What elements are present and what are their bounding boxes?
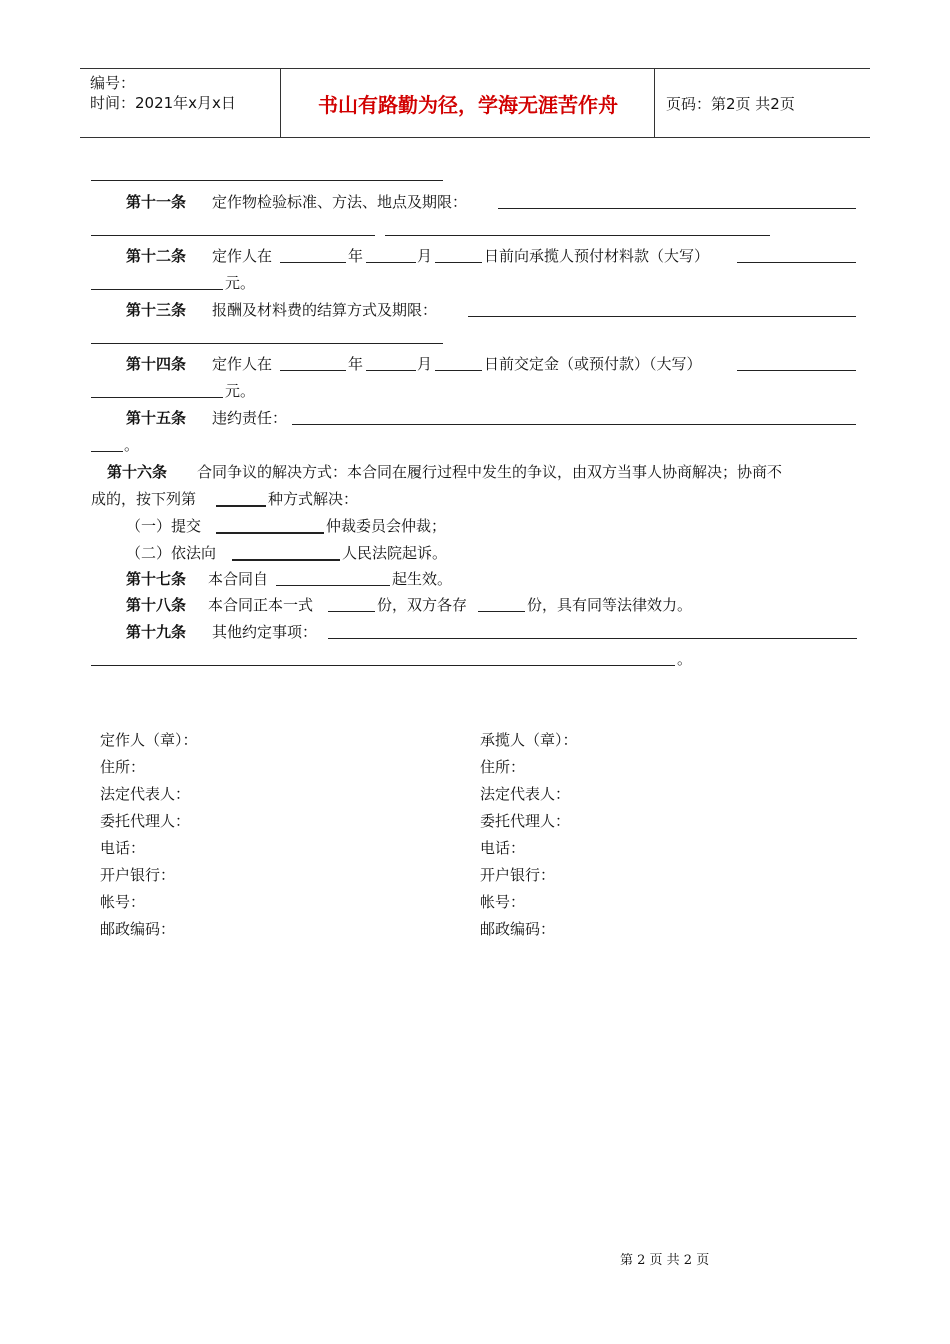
article-18-number: 第十八条 — [126, 596, 187, 614]
article-15-end: 。 — [124, 436, 140, 454]
sig-left-bank: 开户银行： — [100, 866, 176, 884]
blank-line — [280, 262, 346, 263]
article-19-text: 其他约定事项： — [212, 623, 318, 641]
article-14-text-4: 日前交定金（或预付款）（大写） — [484, 355, 702, 373]
blank-line — [737, 370, 856, 371]
header-divider — [654, 69, 655, 137]
article-13-text: 报酬及材料费的结算方式及期限： — [212, 301, 438, 319]
article-16-text-2a: 成的，按下列第 — [91, 490, 197, 508]
article-14-text-2: 年 — [348, 355, 364, 373]
blank-line — [91, 235, 375, 236]
article-17-number: 第十七条 — [126, 570, 187, 588]
blank-line — [216, 505, 266, 507]
article-14-number: 第十四条 — [126, 355, 187, 373]
page-footer: 第 2 页 共 2 页 — [620, 1253, 710, 1268]
header-page-info: 页码：第2页 共2页 — [666, 95, 795, 113]
sig-left-phone: 电话： — [100, 839, 146, 857]
blank-line — [91, 397, 223, 398]
option-2-a: （二）依法向 — [126, 544, 217, 562]
article-19-number: 第十九条 — [126, 623, 187, 641]
blank-line — [385, 235, 770, 236]
blank-line — [276, 585, 390, 586]
sig-right-bank: 开户银行： — [480, 866, 556, 884]
blank-line — [478, 611, 525, 612]
article-12-text-5: 元。 — [225, 274, 256, 292]
sig-right-address: 住所： — [480, 758, 526, 776]
article-13-number: 第十三条 — [126, 301, 187, 319]
article-12-text-2: 年 — [348, 247, 364, 265]
blank-line — [435, 370, 482, 371]
header-divider — [280, 69, 281, 137]
article-12-text-1: 定作人在 — [212, 247, 273, 265]
blank-line — [328, 611, 375, 612]
article-18-text-c: 份，具有同等法律效力。 — [527, 596, 693, 614]
blank-line — [280, 370, 346, 371]
blank-line — [232, 559, 340, 561]
article-12-text-4: 日前向承揽人预付材料款（大写） — [484, 247, 710, 265]
blank-line — [435, 262, 482, 263]
sig-left-legal-rep: 法定代表人： — [100, 785, 191, 803]
blank-line — [91, 289, 223, 290]
article-18-text-b: 份，双方各存 — [377, 596, 468, 614]
sig-left-postcode: 邮政编码： — [100, 920, 176, 938]
blank-line — [498, 208, 856, 209]
option-1-a: （一）提交 — [126, 517, 202, 535]
article-17-text-b: 起生效。 — [392, 570, 453, 588]
blank-line — [292, 424, 856, 425]
article-16-number: 第十六条 — [107, 463, 168, 481]
header-motto: 书山有路勤为径，学海无涯苦作舟 — [318, 93, 618, 117]
blank-line — [468, 316, 856, 317]
article-12-number: 第十二条 — [126, 247, 187, 265]
article-19-end: 。 — [677, 650, 693, 668]
article-14-text-5: 元。 — [225, 382, 256, 400]
article-12-text-3: 月 — [417, 247, 433, 265]
blank-line — [91, 665, 675, 666]
blank-line — [366, 370, 416, 371]
article-15-number: 第十五条 — [126, 409, 187, 427]
time-label: 时间：2021年x月x日 — [90, 94, 236, 112]
sig-left-party: 定作人（章）： — [100, 731, 198, 749]
sig-right-legal-rep: 法定代表人： — [480, 785, 571, 803]
blank-line — [328, 638, 857, 639]
article-15-text: 违约责任： — [212, 409, 288, 427]
blank-line — [91, 343, 443, 344]
sig-right-agent: 委托代理人： — [480, 812, 571, 830]
blank-line — [737, 262, 856, 263]
blank-line — [91, 451, 123, 452]
sig-right-phone: 电话： — [480, 839, 526, 857]
document-header — [80, 68, 870, 138]
article-14-text-3: 月 — [417, 355, 433, 373]
blank-line — [91, 180, 443, 181]
sig-left-address: 住所： — [100, 758, 146, 776]
sig-left-agent: 委托代理人： — [100, 812, 191, 830]
sig-right-postcode: 邮政编码： — [480, 920, 556, 938]
blank-line — [216, 532, 324, 534]
article-17-text-a: 本合同自 — [208, 570, 269, 588]
article-18-text-a: 本合同正本一式 — [208, 596, 314, 614]
sig-right-account: 帐号： — [480, 893, 526, 911]
blank-line — [366, 262, 416, 263]
article-14-text-1: 定作人在 — [212, 355, 273, 373]
article-16-text: 合同争议的解决方式：本合同在履行过程中发生的争议，由双方当事人协商解决；协商不 — [197, 463, 783, 481]
article-11-number: 第十一条 — [126, 193, 187, 211]
option-1-b: 仲裁委员会仲裁； — [326, 517, 447, 535]
option-2-b: 人民法院起诉。 — [342, 544, 448, 562]
sig-right-party: 承揽人（章）： — [480, 731, 578, 749]
header-left — [90, 73, 236, 113]
serial-label: 编号： — [90, 74, 136, 92]
article-11-text: 定作物检验标准、方法、地点及期限： — [212, 193, 468, 211]
article-16-text-2b: 种方式解决： — [268, 490, 359, 508]
sig-left-account: 帐号： — [100, 893, 146, 911]
